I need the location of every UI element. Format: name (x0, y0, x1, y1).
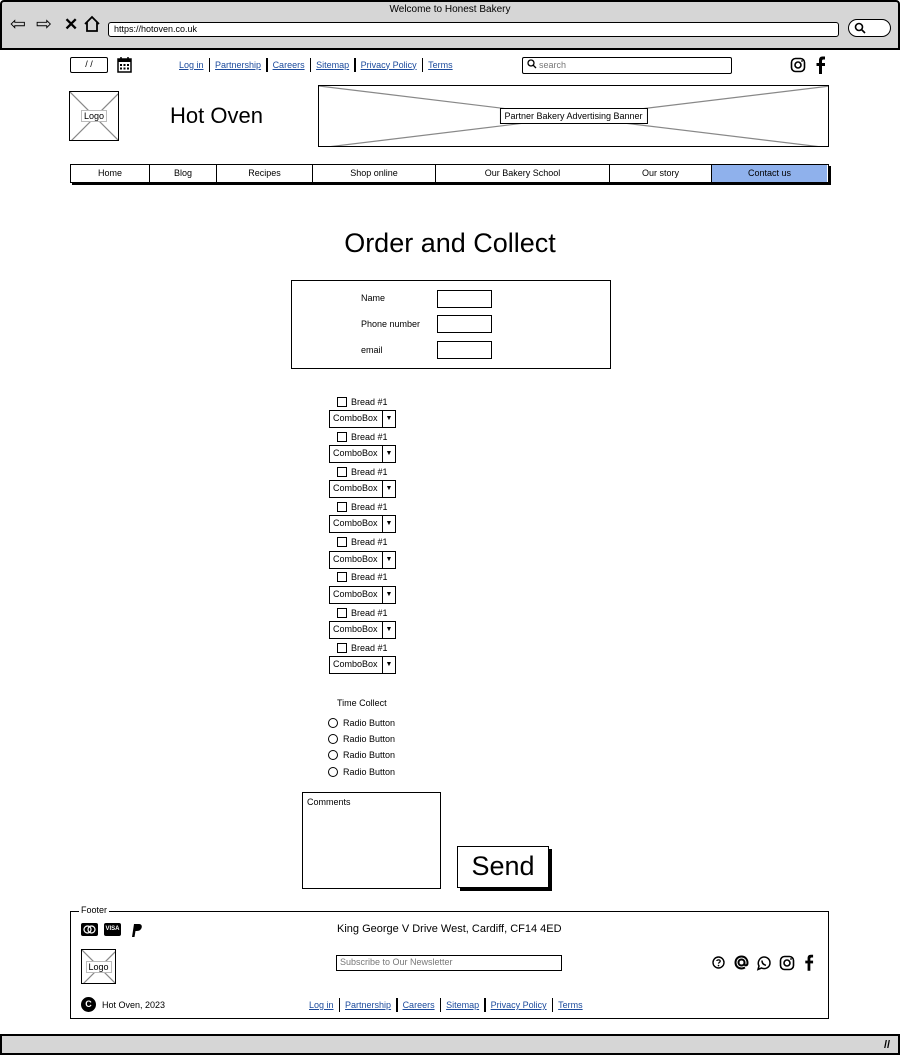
radio-label: Radio Button (343, 767, 396, 777)
product-combobox[interactable] (329, 410, 396, 428)
combobox-value: ComboBox (333, 589, 378, 599)
visa-icon: VISA (104, 923, 121, 936)
address-bar[interactable]: https://hotoven.co.uk (108, 22, 839, 37)
combobox-value: ComboBox (333, 624, 378, 634)
logo-placeholder[interactable] (69, 91, 119, 141)
copyright-text: Hot Oven, 2023 (102, 999, 166, 1010)
phone-label: Phone number (361, 319, 421, 329)
mastercard-icon (81, 923, 98, 936)
product-combobox[interactable] (329, 586, 396, 604)
search-icon (853, 21, 867, 35)
product-checkbox[interactable] (337, 502, 388, 512)
checkbox[interactable] (337, 572, 347, 582)
footer-link-sitemap[interactable]: Sitemap (446, 1000, 480, 1010)
search-icon (527, 59, 537, 69)
footer-link-partnership[interactable]: Partnership (345, 1000, 392, 1010)
dropdown-arrow-icon[interactable]: ▼ (382, 516, 395, 532)
combobox-value: ComboBox (333, 518, 378, 528)
checkbox[interactable] (337, 467, 347, 477)
time-radio-3[interactable] (328, 750, 395, 760)
nav-bakery-school[interactable]: Our Bakery School (436, 165, 610, 182)
date-field[interactable]: / / (70, 57, 108, 73)
combobox-value: ComboBox (333, 413, 378, 423)
footer-link-careers[interactable]: Careers (402, 1000, 435, 1010)
facebook-icon[interactable] (803, 954, 814, 971)
product-checkbox[interactable] (337, 432, 388, 442)
footer-logo-label: Logo (85, 961, 111, 973)
back-icon[interactable]: ⇦ (10, 14, 26, 35)
paypal-icon (129, 923, 143, 936)
combobox-value: ComboBox (333, 448, 378, 458)
instagram-icon[interactable] (790, 57, 806, 78)
nav-our-story[interactable]: Our story (610, 165, 712, 182)
product-checkbox[interactable] (337, 397, 388, 407)
calendar-icon[interactable] (117, 56, 132, 78)
copyright (81, 997, 165, 1012)
stop-icon[interactable]: ✕ (64, 15, 79, 34)
product-label: Bread #1 (351, 467, 388, 477)
dropdown-arrow-icon[interactable]: ▼ (382, 552, 395, 568)
footer-link-terms[interactable]: Terms (558, 1000, 583, 1010)
time-collect-label: Time Collect (337, 698, 387, 708)
main-nav (70, 164, 829, 183)
comments-label: Comments (307, 797, 351, 807)
checkbox[interactable] (337, 397, 347, 407)
time-radio-2[interactable] (328, 734, 395, 744)
radio-label: Radio Button (343, 750, 396, 760)
checkbox[interactable] (337, 502, 347, 512)
nav-shop-online[interactable]: Shop online (313, 165, 436, 182)
top-link-terms[interactable]: Terms (428, 59, 453, 70)
name-input[interactable] (437, 290, 492, 308)
dropdown-arrow-icon[interactable]: ▼ (382, 411, 395, 427)
radio-circle[interactable] (328, 734, 338, 744)
send-button[interactable]: Send (457, 846, 549, 888)
copyright-icon: C (81, 997, 96, 1012)
footer-links (304, 997, 588, 1013)
help-icon[interactable] (712, 956, 725, 969)
product-combobox[interactable] (329, 515, 396, 533)
top-link-login[interactable]: Log in (179, 59, 204, 70)
site-search-input[interactable] (522, 57, 732, 74)
window-title: Welcome to Honest Bakery (389, 4, 511, 15)
dropdown-arrow-icon[interactable]: ▼ (382, 481, 395, 497)
product-checkbox[interactable] (337, 643, 388, 653)
product-label: Bread #1 (351, 432, 388, 442)
browser-status-bar (0, 1034, 900, 1055)
nav-contact-us[interactable]: Contact us (712, 165, 827, 182)
checkbox[interactable] (337, 432, 347, 442)
page-title: Order and Collect (344, 228, 556, 258)
dropdown-arrow-icon[interactable]: ▼ (382, 587, 395, 603)
top-links (174, 56, 458, 73)
whatsapp-icon[interactable] (756, 955, 772, 971)
forward-icon[interactable]: ⇨ (36, 14, 52, 35)
radio-circle[interactable] (328, 718, 338, 728)
product-label: Bread #1 (351, 572, 388, 582)
email-input[interactable] (437, 341, 492, 359)
product-label: Bread #1 (351, 397, 388, 407)
time-radio-1[interactable] (328, 718, 395, 728)
top-link-privacy[interactable]: Privacy Policy (360, 59, 417, 70)
name-label: Name (361, 293, 386, 303)
browser-search-button[interactable] (848, 19, 891, 37)
newsletter-input[interactable]: Subscribe to Our Newsletter (336, 955, 562, 971)
at-icon[interactable] (733, 954, 750, 971)
footer-logo-placeholder[interactable] (81, 949, 116, 984)
nav-home[interactable]: Home (71, 165, 150, 182)
radio-circle[interactable] (328, 750, 338, 760)
checkbox[interactable] (337, 608, 347, 618)
footer-legend: Footer (81, 905, 108, 915)
top-link-careers[interactable]: Careers (272, 59, 305, 70)
phone-input[interactable] (437, 315, 492, 333)
dropdown-arrow-icon[interactable]: ▼ (382, 657, 395, 673)
footer-link-privacy[interactable]: Privacy Policy (490, 1000, 547, 1010)
product-checkbox[interactable] (337, 467, 388, 477)
checkbox[interactable] (337, 643, 347, 653)
advertising-banner[interactable] (318, 85, 829, 147)
nav-recipes[interactable]: Recipes (217, 165, 313, 182)
product-combobox[interactable] (329, 551, 396, 569)
nav-blog[interactable]: Blog (150, 165, 217, 182)
search-placeholder: search (539, 60, 567, 70)
product-label: Bread #1 (351, 608, 388, 618)
product-checkbox[interactable] (337, 572, 388, 582)
combobox-value: ComboBox (333, 483, 378, 493)
footer-address: King George V Drive West, Cardiff, CF14 4ED (337, 923, 562, 935)
combobox-value: ComboBox (333, 554, 378, 564)
product-checkbox[interactable] (337, 537, 388, 547)
product-combobox[interactable] (329, 656, 396, 674)
radio-label: Radio Button (343, 718, 396, 728)
radio-circle[interactable] (328, 767, 338, 777)
checkbox[interactable] (337, 537, 347, 547)
product-combobox[interactable] (329, 480, 396, 498)
home-icon[interactable] (84, 15, 100, 38)
brand-name: Hot Oven (170, 103, 263, 128)
logo-label: Logo (81, 110, 107, 122)
dropdown-arrow-icon[interactable]: ▼ (382, 446, 395, 462)
resize-handle-icon[interactable]: // (884, 1039, 891, 1051)
product-label: Bread #1 (351, 537, 388, 547)
top-link-partnership[interactable]: Partnership (215, 59, 262, 70)
email-label: email (361, 345, 383, 355)
footer-link-login[interactable]: Log in (309, 1000, 334, 1010)
product-combobox[interactable] (329, 445, 396, 463)
time-radio-4[interactable] (328, 767, 395, 777)
product-combobox[interactable] (329, 621, 396, 639)
product-label: Bread #1 (351, 643, 388, 653)
top-link-sitemap[interactable]: Sitemap (316, 59, 350, 70)
facebook-icon[interactable] (814, 56, 826, 79)
combobox-value: ComboBox (333, 659, 378, 669)
dropdown-arrow-icon[interactable]: ▼ (382, 622, 395, 638)
radio-label: Radio Button (343, 734, 396, 744)
product-label: Bread #1 (351, 502, 388, 512)
footer-social-icons (712, 954, 814, 971)
product-checkbox[interactable] (337, 608, 388, 618)
banner-label: Partner Bakery Advertising Banner (499, 108, 647, 124)
comments-textarea[interactable] (302, 792, 441, 889)
instagram-icon[interactable] (779, 955, 795, 971)
